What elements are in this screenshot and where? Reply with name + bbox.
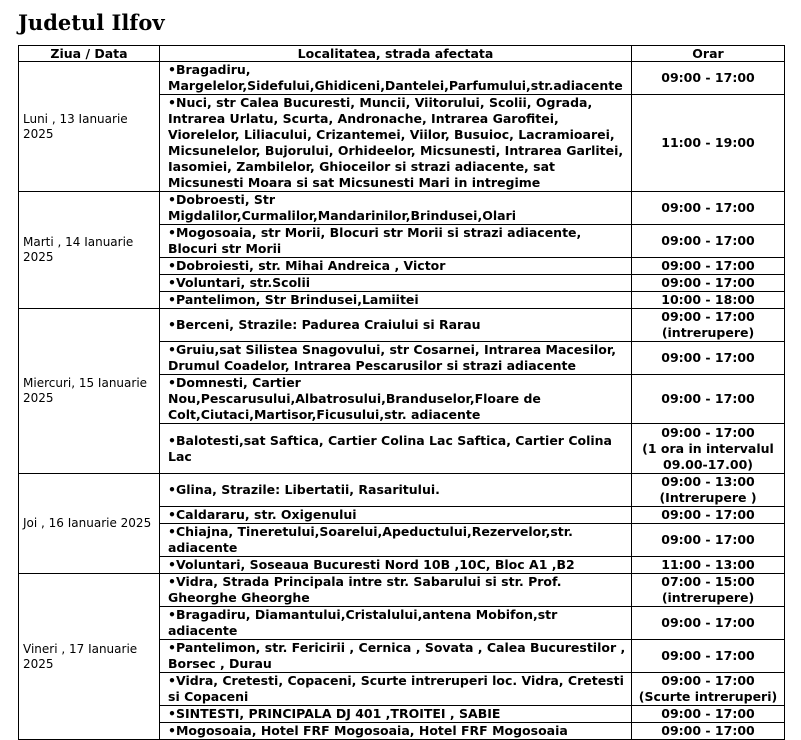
hours-cell: 09:00 - 17:00 [632, 375, 785, 424]
location-cell: •Vidra, Strada Principala intre str. Sabarului si str. Prof. Gheorghe Gheorghe [160, 574, 632, 607]
table-row [19, 574, 785, 607]
location-cell: •Voluntari, Soseaua Bucuresti Nord 10B ,10C, Bloc A1 ,B2 [160, 557, 632, 574]
hours-cell: 09:00 - 17:00 [632, 192, 785, 225]
header-row [19, 46, 785, 62]
location-cell: •Bragadiru, Margelelor,Sidefului,Ghidiceni,Dantelei,Parfumului,str.adiacente [160, 62, 632, 95]
location-cell: •Pantelimon, Str Brindusei,Lamiitei [160, 292, 632, 309]
hours-cell: 09:00 - 13:00 (Intrerupere ) [632, 474, 785, 507]
hours-cell: 09:00 - 17:00 [632, 225, 785, 258]
location-cell: •Nuci, str Calea Bucuresti, Muncii, Viitorului, Scolii, Ograda, Intrarea Urlatu, Scurta, Andronache, Intrarea Garofitei, Viorelelor, Liliacului, Crizantemei, Viilor, Busuioc, Lacramioarei, Micsunelelor, Bujorului, Orhideelor, Micsunesti, Intrarea Garlitei, Iasomiei, Zambilelor, Ghioceilor si strazi adiacente, sat Micsunesti Moara si sat Micsunesti Mari in intregime [160, 95, 632, 192]
location-cell: •Voluntari, str.Scolii [160, 275, 632, 292]
location-cell: •Mogosoaia, str Morii, Blocuri str Morii si strazi adiacente, Blocuri str Morii [160, 225, 632, 258]
hours-cell: 10:00 - 18:00 [632, 292, 785, 309]
hours-cell: 07:00 - 15:00 (intrerupere) [632, 574, 785, 607]
day-cell: Luni , 13 Ianuarie 2025 [19, 62, 160, 192]
location-cell: •SINTESTI, PRINCIPALA DJ 401 ,TROITEI , SABIE [160, 706, 632, 723]
header-hours: Orar [632, 46, 785, 62]
table-row [19, 192, 785, 225]
hours-cell: 09:00 - 17:00 [632, 524, 785, 557]
hours-cell: 09:00 - 17:00 [632, 640, 785, 673]
hours-cell: 09:00 - 17:00 [632, 507, 785, 524]
location-cell: •Balotesti,sat Saftica, Cartier Colina Lac Saftica, Cartier Colina Lac [160, 424, 632, 474]
hours-cell: 11:00 - 13:00 [632, 557, 785, 574]
location-cell: •Dobroesti, Str Migdalilor,Curmalilor,Mandarinilor,Brindusei,Olari [160, 192, 632, 225]
day-cell: Marti , 14 Ianuarie 2025 [19, 192, 160, 309]
day-cell: Joi , 16 Ianuarie 2025 [19, 474, 160, 574]
location-cell: •Bragadiru, Diamantului,Cristalului,antena Mobifon,str adiacente [160, 607, 632, 640]
header-day: Ziua / Data [19, 46, 160, 62]
table-row [19, 62, 785, 95]
location-cell: •Berceni, Strazile: Padurea Craiului si Rarau [160, 309, 632, 342]
hours-cell: 09:00 - 17:00 [632, 342, 785, 375]
hours-cell: 09:00 - 17:00 [632, 607, 785, 640]
header-location: Localitatea, strada afectata [160, 46, 632, 62]
hours-cell: 09:00 - 17:00 [632, 258, 785, 275]
location-cell: •Glina, Strazile: Libertatii, Rasaritului. [160, 474, 632, 507]
location-cell: •Vidra, Cretesti, Copaceni, Scurte intreruperi loc. Vidra, Cretesti si Copaceni [160, 673, 632, 706]
hours-cell: 09:00 - 17:00 (intrerupere) [632, 309, 785, 342]
location-cell: •Dobroiesti, str. Mihai Andreica , Victor [160, 258, 632, 275]
location-cell: •Domnesti, Cartier Nou,Pescarusului,Albatrosului,Branduselor,Floare de Colt,Ciutaci,Martisor,Ficusului,str. adiacente [160, 375, 632, 424]
hours-cell: 09:00 - 17:00 (Scurte intreruperi) [632, 673, 785, 706]
location-cell: •Mogosoaia, Hotel FRF Mogosoaia, Hotel FRF Mogosoaia [160, 723, 632, 740]
location-cell: •Pantelimon, str. Fericirii , Cernica , Sovata , Calea Bucurestilor , Borsec , Durau [160, 640, 632, 673]
hours-cell: 09:00 - 17:00 [632, 275, 785, 292]
day-cell: Vineri , 17 Ianuarie 2025 [19, 574, 160, 740]
table-row [19, 474, 785, 507]
location-cell: •Gruiu,sat Silistea Snagovului, str Cosarnei, Intrarea Macesilor, Drumul Coadelor, Intrarea Pescarusilor si strazi adiacente [160, 342, 632, 375]
hours-cell: 11:00 - 19:00 [632, 95, 785, 192]
table-row [19, 309, 785, 342]
hours-cell: 09:00 - 17:00 [632, 706, 785, 723]
location-cell: •Caldararu, str. Oxigenului [160, 507, 632, 524]
outage-table [18, 45, 785, 740]
hours-cell: 09:00 - 17:00 (1 ora in intervalul 09.00-17.00) [632, 424, 785, 474]
page-title: Judetul Ilfov [18, 10, 165, 35]
hours-cell: 09:00 - 17:00 [632, 62, 785, 95]
day-cell: Miercuri, 15 Ianuarie 2025 [19, 309, 160, 474]
location-cell: •Chiajna, Tineretului,Soarelui,Apeductului,Rezervelor,str. adiacente [160, 524, 632, 557]
hours-cell: 09:00 - 17:00 [632, 723, 785, 740]
